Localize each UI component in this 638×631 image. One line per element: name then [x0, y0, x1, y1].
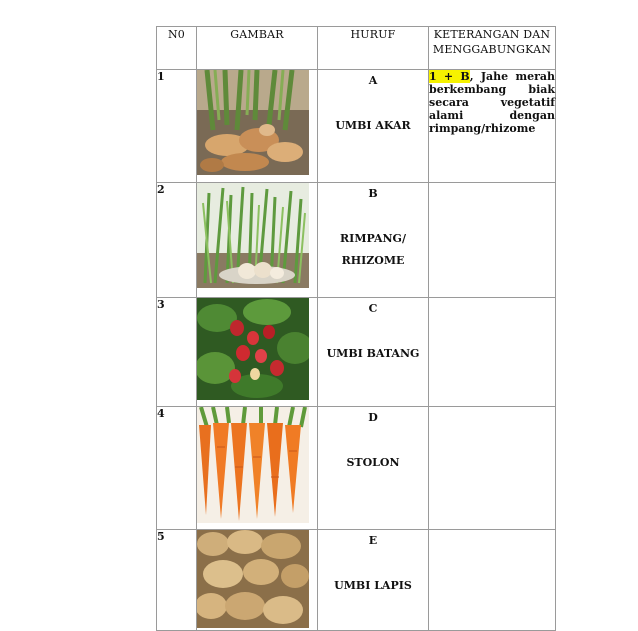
header-gambar: GAMBAR: [197, 27, 318, 70]
row-picture-cell: [197, 407, 318, 530]
row-letter-cell: [318, 298, 429, 407]
header-no: N0: [157, 27, 197, 70]
table-row: [157, 298, 556, 407]
row-letter: B: [368, 187, 378, 200]
row-picture-cell: [197, 70, 318, 183]
row-term-line1: UMBI LAPIS: [334, 579, 412, 592]
header-keterangan-line2: MENGGABUNGKAN: [432, 43, 552, 56]
row-term-line1: STOLON: [346, 456, 400, 469]
row-number: 2: [157, 183, 197, 298]
row-number: 4: [157, 407, 197, 530]
row-letter: A: [368, 74, 378, 87]
keterangan-answer-highlight: 1 + B: [429, 70, 470, 83]
row-letter-cell: [318, 70, 429, 183]
keterangan-description: , Jahe merah berkembang biak secara vegetatif alami dengan rimpang/rhizome: [429, 70, 556, 135]
table-row: [157, 183, 556, 298]
row-picture-cell: [197, 183, 318, 298]
header-huruf: HURUF: [318, 27, 429, 70]
row-picture-cell: [197, 530, 318, 631]
row-keterangan: [429, 70, 556, 183]
row-term: [318, 452, 428, 474]
row-keterangan: [429, 407, 556, 530]
header-keterangan-line1: KETERANGAN DAN: [433, 28, 551, 41]
header-keterangan: [429, 27, 556, 70]
table-row: [157, 407, 556, 530]
row-term-line2: RHIZOME: [341, 254, 405, 267]
row-letter: C: [368, 302, 378, 315]
row-term: [318, 115, 428, 137]
strawberry-plant-photo: [197, 298, 309, 400]
row-letter-cell: [318, 530, 429, 631]
row-keterangan: [429, 183, 556, 298]
potato-photo: [197, 530, 309, 628]
keterangan-text: [429, 70, 555, 135]
onion-bulb-photo: [197, 183, 309, 288]
propagation-table: [156, 26, 556, 631]
row-letter: E: [368, 534, 378, 547]
row-number: 3: [157, 298, 197, 407]
row-letter-cell: [318, 183, 429, 298]
row-term: [318, 228, 428, 272]
carrot-photo: [197, 407, 309, 523]
row-term-line1: RIMPANG/: [340, 232, 406, 245]
row-number: 5: [157, 530, 197, 631]
table-header-row: [157, 27, 556, 70]
table-row: [157, 530, 556, 631]
row-number: 1: [157, 70, 197, 183]
ginger-rhizome-photo: [197, 70, 309, 175]
row-term: [318, 575, 428, 597]
row-keterangan: [429, 298, 556, 407]
row-term-line1: UMBI BATANG: [326, 347, 420, 360]
row-letter-cell: [318, 407, 429, 530]
row-term-line1: UMBI AKAR: [335, 119, 411, 132]
table-row: [157, 70, 556, 183]
row-term: [318, 343, 428, 365]
row-picture-cell: [197, 298, 318, 407]
row-letter: D: [368, 411, 378, 424]
row-keterangan: [429, 530, 556, 631]
